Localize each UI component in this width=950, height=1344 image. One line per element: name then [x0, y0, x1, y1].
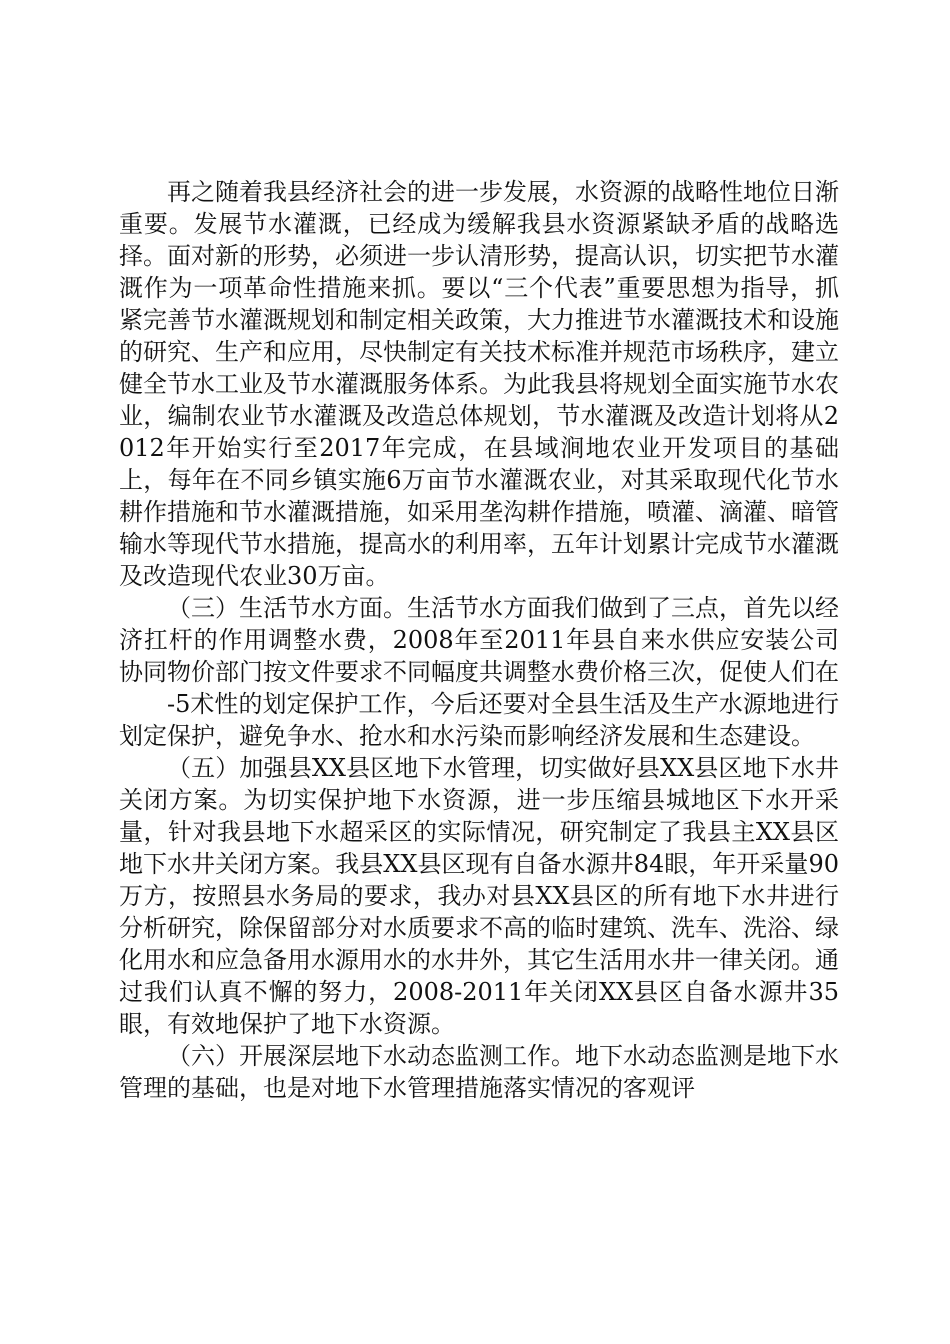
paragraph-water-saving-irrigation: 再之随着我县经济社会的进一步发展，水资源的战略性地位日渐重要。发展节水灌溉，已经成为缓解我县水资源紧缺矛盾的战略选择。面对新的形势，必须进一步认清形势，提高认识，切实把节水灌溉作为一项革命性措施来抓。要以“三个代表”重要思想为指导，抓紧完善节水灌溉规划和制定相关政策，大力推进节水灌溉技术和设施的研究、生产和应用，尽快制定有关技术标准并规范市场秩序，建立健全节水工业及节水灌溉服务体系。为此我县将规划全面实施节水农业，编制农业节水灌溉及改造总体规划，节水灌溉及改造计划将从2012年开始实行至2017年完成，在县域涧地农业开发项目的基础上，每年在不同乡镇实施6万亩节水灌溉农业，对其采取现代化节水耕作措施和节水灌溉措施，如采用垄沟耕作措施，喷灌、滴灌、暗管输水等现代节水措施，提高水的利用率，五年计划累计完成节水灌溉及改造现代农业30万亩。 — [119, 178, 839, 590]
paragraph-water-source-protection: -5术性的划定保护工作，今后还要对全县生活及生产水源地进行划定保护，避免争水、抢水和水污染而影响经济发展和生态建设。 — [119, 690, 839, 750]
paragraph-groundwater-management: （五）加强县XX县区地下水管理，切实做好县XX县区地下水井关闭方案。为切实保护地下水资源，进一步压缩县城地区下水开采量，针对我县地下水超采区的实际情况，研究制定了我县主XX县区地下水井关闭方案。我县XX县区现有自备水源井84眼，年开采量90万方，按照县水务局的要求，我办对县XX县区的所有地下水井进行分析研究，除保留部分对水质要求不高的临时建筑、洗车、洗浴、绿化用水和应急备用水源用水的水井外，其它生活用水井一律关闭。通过我们认真不懈的努力，2008-2011年关闭XX县区自备水源井35眼，有效地保护了地下水资源。 — [119, 754, 839, 1038]
document-body — [119, 176, 839, 1104]
paragraph-domestic-water-saving: （三）生活节水方面。生活节水方面我们做到了三点，首先以经济扛杆的作用调整水费，2008年至2011年县自来水供应安装公司协同物价部门按文件要求不同幅度共调整水费价格三次，促使人们在 — [119, 594, 839, 686]
paragraph-groundwater-monitoring: （六）开展深层地下水动态监测工作。地下水动态监测是地下水管理的基础，也是对地下水管理措施落实情况的客观评 — [119, 1042, 839, 1102]
